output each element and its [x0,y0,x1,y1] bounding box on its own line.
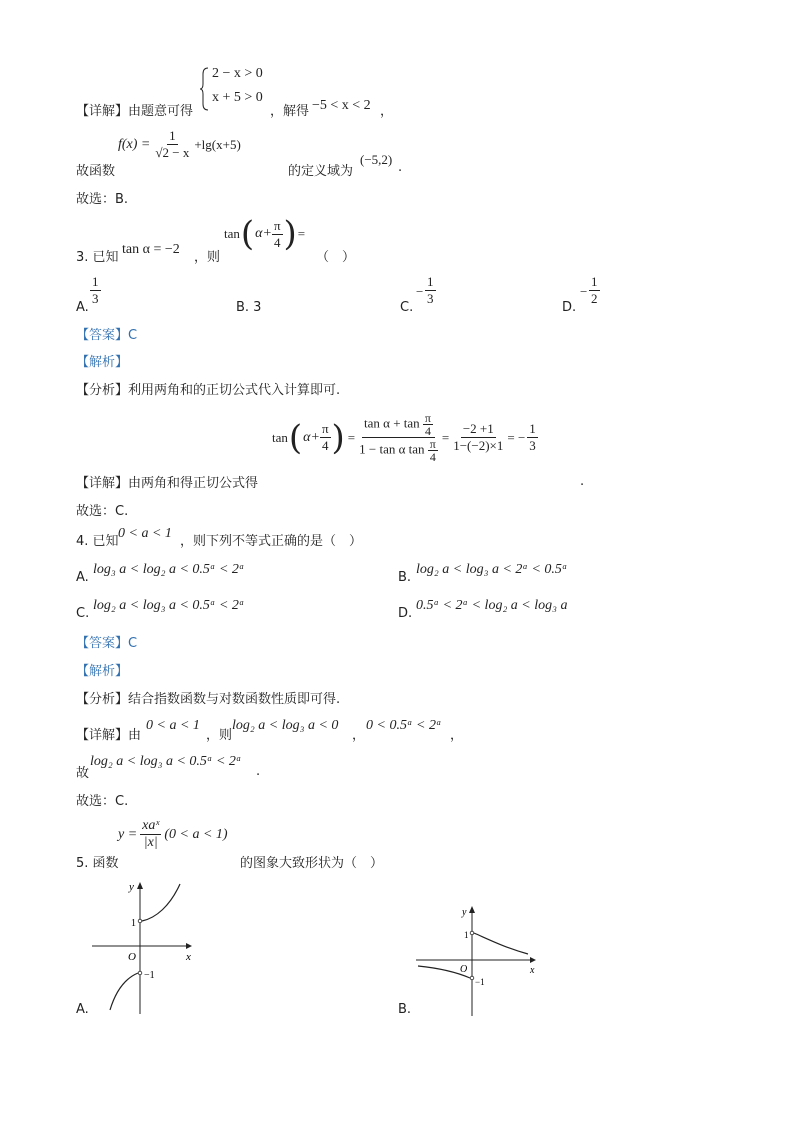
graph-b-x-label: x [530,965,535,976]
q3-expr-eq: = [297,226,306,241]
q4-so-prefix: 故 [76,766,90,781]
q5-func-den: |x| [143,835,158,850]
q5-function [118,818,228,851]
q2-so-label: 故函数 [76,164,116,179]
graph-b-svg [410,898,545,1018]
q3-optB: B. 3 [236,300,262,315]
q4-stem-suffix: ，则下列不等式正确的是（ ） [180,534,363,549]
q2-detail-label: 【详解】由题意可得 [76,104,194,119]
q2-func-lhs: f(x) = [118,136,151,152]
q4-optA-label: A. [76,570,89,585]
q5-graph-a [86,876,206,1016]
q4-so-ineq: log₂ a < log₃ a < 0.5ᵃ < 2ᵃ [90,754,242,769]
q2-solve-math: −5 < x < 2 [312,98,371,113]
q4-detail-ineq2: 0 < 0.5ᵃ < 2ᵃ [366,718,442,733]
q3-stem-prefix: 3. 已知 [76,250,119,265]
q3-calc-f3-num: 1 [529,421,536,436]
q3-detail: 【详解】由两角和得正切公式得 [76,476,259,491]
q3-answer: 【答案】C [76,328,138,343]
q3-optC-den: 3 [427,291,434,306]
q2-domain-text: 的定义域为 [288,164,354,179]
q2-func-num: 1 [169,128,176,143]
q3-period: . [580,474,585,489]
q5-func-lhs: y = [118,826,138,842]
q3-calc-alpha: α+ [303,429,320,445]
q5-graph-b [410,898,545,1018]
q3-calc-f2-num: −2 +1 [462,421,494,436]
q3-calc-eq3: = − [507,429,526,445]
q3-given: tan α = −2 [122,242,180,257]
q3-optA-label: A. [76,300,89,315]
q3-expr-alpha: α+ [255,226,272,241]
q3-optA-den: 3 [92,291,99,306]
graph-a-one: 1 [131,918,136,929]
q3-expr-four: 4 [273,234,281,250]
q4-stem-prefix: 4. 已知 [76,534,119,549]
q3-choice: 故选：C. [76,504,129,519]
q3-expr-tan: tan [224,226,240,241]
q4-detail-mid: ，则 [206,728,233,743]
q4-analysis: 【解析】 [76,664,129,679]
graph-b-neg-one: −1 [475,977,485,987]
q3-optC-num: 1 [427,274,434,289]
q3-analyze: 【分析】利用两角和的正切公式代入计算即可. [76,383,341,398]
graph-a-neg-one: −1 [144,970,155,981]
q2-system-line1: 2 − x > 0 [212,66,263,81]
q3-calculation: tan ( α+ $\frac{\pi}{4}$ ) = tan α + tan $\frac{\pi}{4}$ 1 − tan α tan $\frac{\pi}{4}$ = $\frac{-2 +1}{1-(-2)\times 1}$ = − $\frac{1}{3}$ [272,411,536,464]
q4-analyze: 【分析】结合指数函数与对数函数性质即可得. [76,692,341,707]
q3-optD-minus: − [580,284,588,299]
q3-optA-num: 1 [92,274,99,289]
brace-icon [200,66,210,112]
q3-calc-f1-num: tan α + tan $\frac{\pi}{4}$ [362,412,435,438]
graph-a-svg [86,876,206,1016]
q3-calc-f2-den: 1−(−2)×1 [453,438,504,453]
q4-optA: log₃ a < log₂ a < 0.5ᵃ < 2ᵃ [93,562,245,577]
q3-calc-frac1 [357,412,440,463]
q2-system-line2: x + 5 > 0 [212,90,263,105]
q4-detail-ineq1: log₂ a < log₃ a < 0 [232,718,339,733]
q2-solve-text: ，解得 [270,104,310,119]
q4-given: 0 < a < 1 [118,526,172,541]
q3-optC-frac [425,274,436,307]
q4-detail-comma: ， [352,728,366,743]
q3-calc-tan: tan [272,429,288,445]
q5-func-num: xaˣ [142,818,160,833]
q3-optD-frac [589,274,600,307]
q3-calc-pi-frac [320,421,331,454]
q4-optD-label: D. [398,606,413,621]
q3-optC-minus: − [416,284,424,299]
q2-func-rest: +lg(x+5) [194,136,241,152]
q2-func-fraction [153,128,191,161]
q4-optB-label: B. [398,570,412,585]
q2-domain-math: (−5,2) [360,152,393,167]
q4-optD: 0.5ᵃ < 2ᵃ < log₂ a < log₃ a [416,598,568,613]
graph-b-y-label: y [462,907,467,918]
q3-calc-four: 4 [321,438,329,453]
q4-so-end: . [256,764,261,779]
q4-choice: 故选：C. [76,794,129,809]
q2-domain-end: . [398,160,403,175]
q3-expr-pi: π [273,217,281,233]
q5-func-cond: (0 < a < 1) [164,826,228,842]
graph-a-origin: O [128,951,136,963]
q3-optD-den: 2 [591,291,598,306]
graph-b-one: 1 [464,930,469,940]
q2-func-den: √2 − x [155,145,190,160]
q4-answer: 【答案】C [76,636,138,651]
q3-calc-pi: π [321,421,329,436]
q5-func-frac [140,818,161,851]
q5-graph-a-label: A. [76,1002,89,1017]
q3-optD-label: D. [562,300,577,315]
q3-calc-f3-den: 3 [529,438,536,453]
q2-choice: 故选：B. [76,192,129,207]
q3-calc-eq2: = [441,429,450,445]
q2-function [118,128,241,161]
q3-calc-f1-den: 1 − tan α tan $\frac{\pi}{4}$ [359,437,436,464]
q3-stem-mid: ，则 [194,250,221,265]
q4-optC: log₂ a < log₃ a < 0.5ᵃ < 2ᵃ [93,598,245,613]
q3-optA-frac [90,274,101,307]
q3-paren: （ ） [316,250,356,265]
q5-graph-b-label: B. [398,1002,412,1017]
q3-analysis: 【解析】 [76,355,129,370]
q4-detail-given: 0 < a < 1 [146,718,200,733]
q4-detail-end: ， [450,728,464,743]
q4-optC-label: C. [76,606,90,621]
q3-calc-frac2 [451,421,505,454]
q4-detail-prefix: 【详解】由 [76,728,142,743]
q4-optB: log₂ a < log₃ a < 2ᵃ < 0.5ᵃ [416,562,568,577]
q3-optD-num: 1 [591,274,598,289]
q5-stem-suffix: 的图象大致形状为（ ） [240,856,384,871]
graph-b-origin: O [460,964,468,975]
q5-stem-prefix: 5. 函数 [76,856,119,871]
graph-a-y-label: y [129,881,134,893]
q3-expression: tan ( α+ $\frac{\pi}{4}$ ) = [224,214,306,254]
q3-expr-frac [272,218,283,251]
graph-a-x-label: x [186,951,191,963]
q2-solve-end: ， [380,104,394,119]
q3-calc-frac3 [527,421,538,454]
q3-optC-label: C. [400,300,414,315]
q2-inequality-system [200,66,270,112]
q3-calc-eq1: = [347,429,356,445]
